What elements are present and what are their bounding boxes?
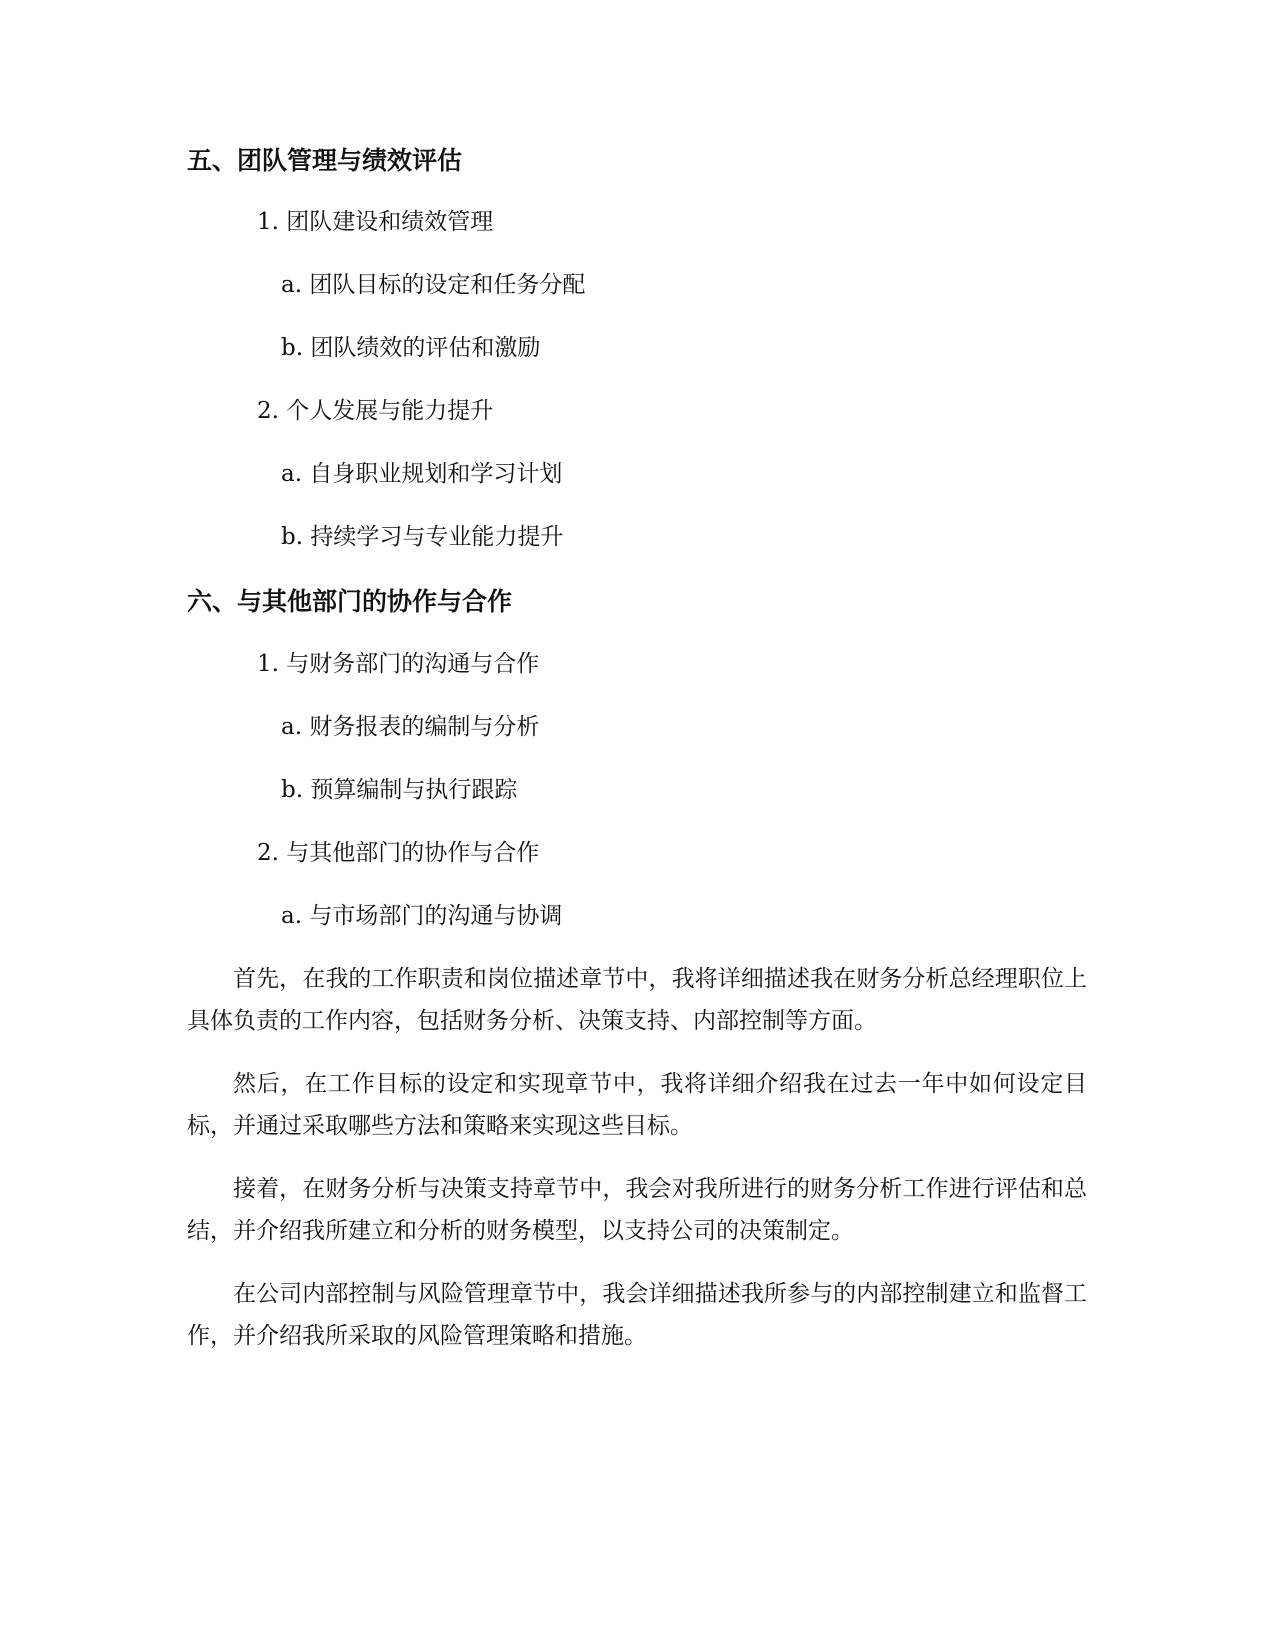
- list-item-6-1: 1. 与财务部门的沟通与合作: [257, 651, 540, 677]
- list-item-5-2: 2. 个人发展与能力提升: [257, 398, 494, 424]
- list-item-5-2-a: a. 自身职业规划和学习计划: [281, 461, 563, 487]
- list-item-6-2: 2. 与其他部门的协作与合作: [257, 840, 540, 866]
- list-item-5-1-a: a. 团队目标的设定和任务分配: [281, 272, 586, 298]
- paragraph-4: 在公司内部控制与风险管理章节中，我会详细描述我所参与的内部控制建立和监督工作，并介绍我所采取的风险管理策略和措施。: [187, 1281, 1087, 1349]
- list-item-6-1-b: b. 预算编制与执行跟踪: [281, 777, 518, 803]
- paragraph-1: 首先，在我的工作职责和岗位描述章节中，我将详细描述我在财务分析总经理职位上具体负责的工作内容，包括财务分析、决策支持、内部控制等方面。: [187, 966, 1087, 1034]
- section-5-heading: 五、团队管理与绩效评估: [187, 146, 463, 175]
- list-item-5-2-b: b. 持续学习与专业能力提升: [281, 524, 564, 550]
- list-item-6-2-a: a. 与市场部门的沟通与协调: [281, 903, 563, 929]
- list-item-6-1-a: a. 财务报表的编制与分析: [281, 714, 540, 740]
- list-item-5-1: 1. 团队建设和绩效管理: [257, 209, 494, 235]
- section-6-heading: 六、与其他部门的协作与合作: [187, 587, 513, 616]
- list-item-5-1-b: b. 团队绩效的评估和激励: [281, 335, 541, 361]
- paragraph-2: 然后，在工作目标的设定和实现章节中，我将详细介绍我在过去一年中如何设定目标，并通过采取哪些方法和策略来实现这些目标。: [187, 1071, 1087, 1139]
- paragraph-3: 接着，在财务分析与决策支持章节中，我会对我所进行的财务分析工作进行评估和总结，并介绍我所建立和分析的财务模型，以支持公司的决策制定。: [187, 1176, 1087, 1244]
